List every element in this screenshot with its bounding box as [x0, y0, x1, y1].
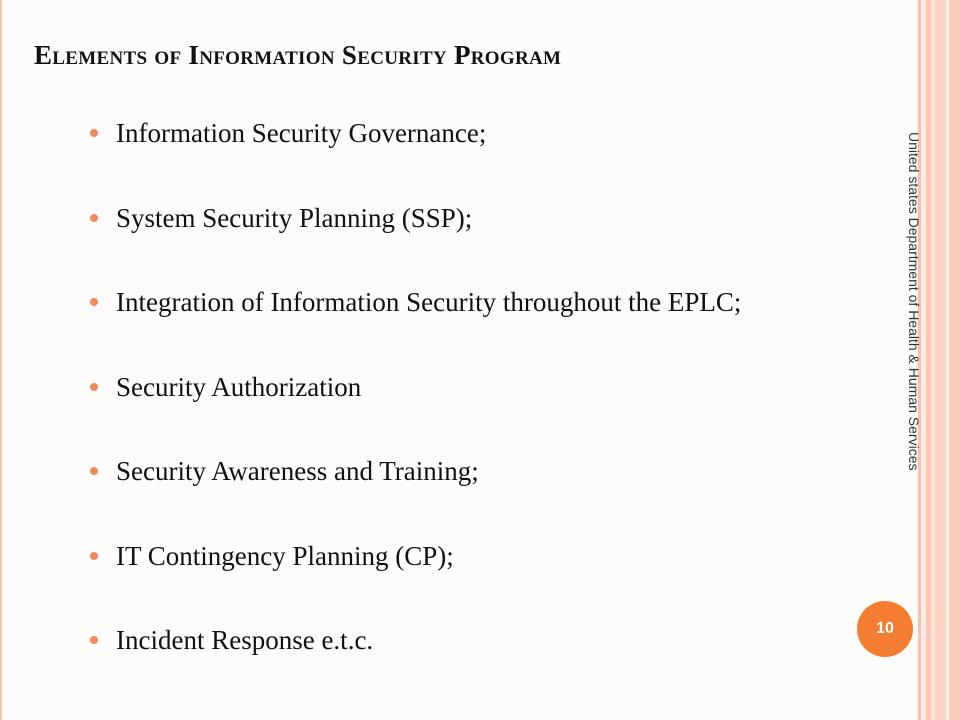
bullet-item [90, 366, 741, 451]
slide-title: Elements of Information Security Program [34, 40, 562, 70]
right-decor-stripe-7 [949, 0, 960, 720]
bullet-text: Security Authorization [116, 371, 362, 402]
bullet-text: Security Awareness and Training; [116, 456, 479, 486]
bullet-text: Integration of Information Security throughout the EPLC; [116, 287, 742, 317]
bullet-item [90, 197, 741, 282]
bullet-text: Incident Response e.t.c. [116, 625, 374, 655]
bullet-text: IT Contingency Planning (CP); [116, 540, 454, 571]
bullet-dot-icon [90, 383, 98, 391]
bullet-item [90, 281, 741, 366]
page-number-badge: 10 [857, 601, 913, 657]
bullet-list [90, 112, 741, 704]
left-border-stripe [0, 0, 2, 720]
bullet-item [90, 619, 741, 704]
bullet-item [90, 535, 741, 620]
bullet-dot-icon [90, 298, 98, 306]
bullet-item [90, 112, 741, 197]
bullet-dot-icon [90, 636, 98, 644]
bullet-dot-icon [90, 214, 98, 222]
bullet-dot-icon [90, 467, 98, 475]
bullet-dot-icon [90, 552, 98, 560]
side-caption: United states Department of Health & Human Services [906, 132, 922, 471]
bullet-text: Information Security Governance; [116, 118, 487, 148]
bullet-text: System Security Planning (SSP); [116, 202, 473, 233]
right-decor-stripe-5 [935, 0, 946, 720]
bullet-dot-icon [90, 129, 98, 137]
bullet-item [90, 450, 741, 535]
